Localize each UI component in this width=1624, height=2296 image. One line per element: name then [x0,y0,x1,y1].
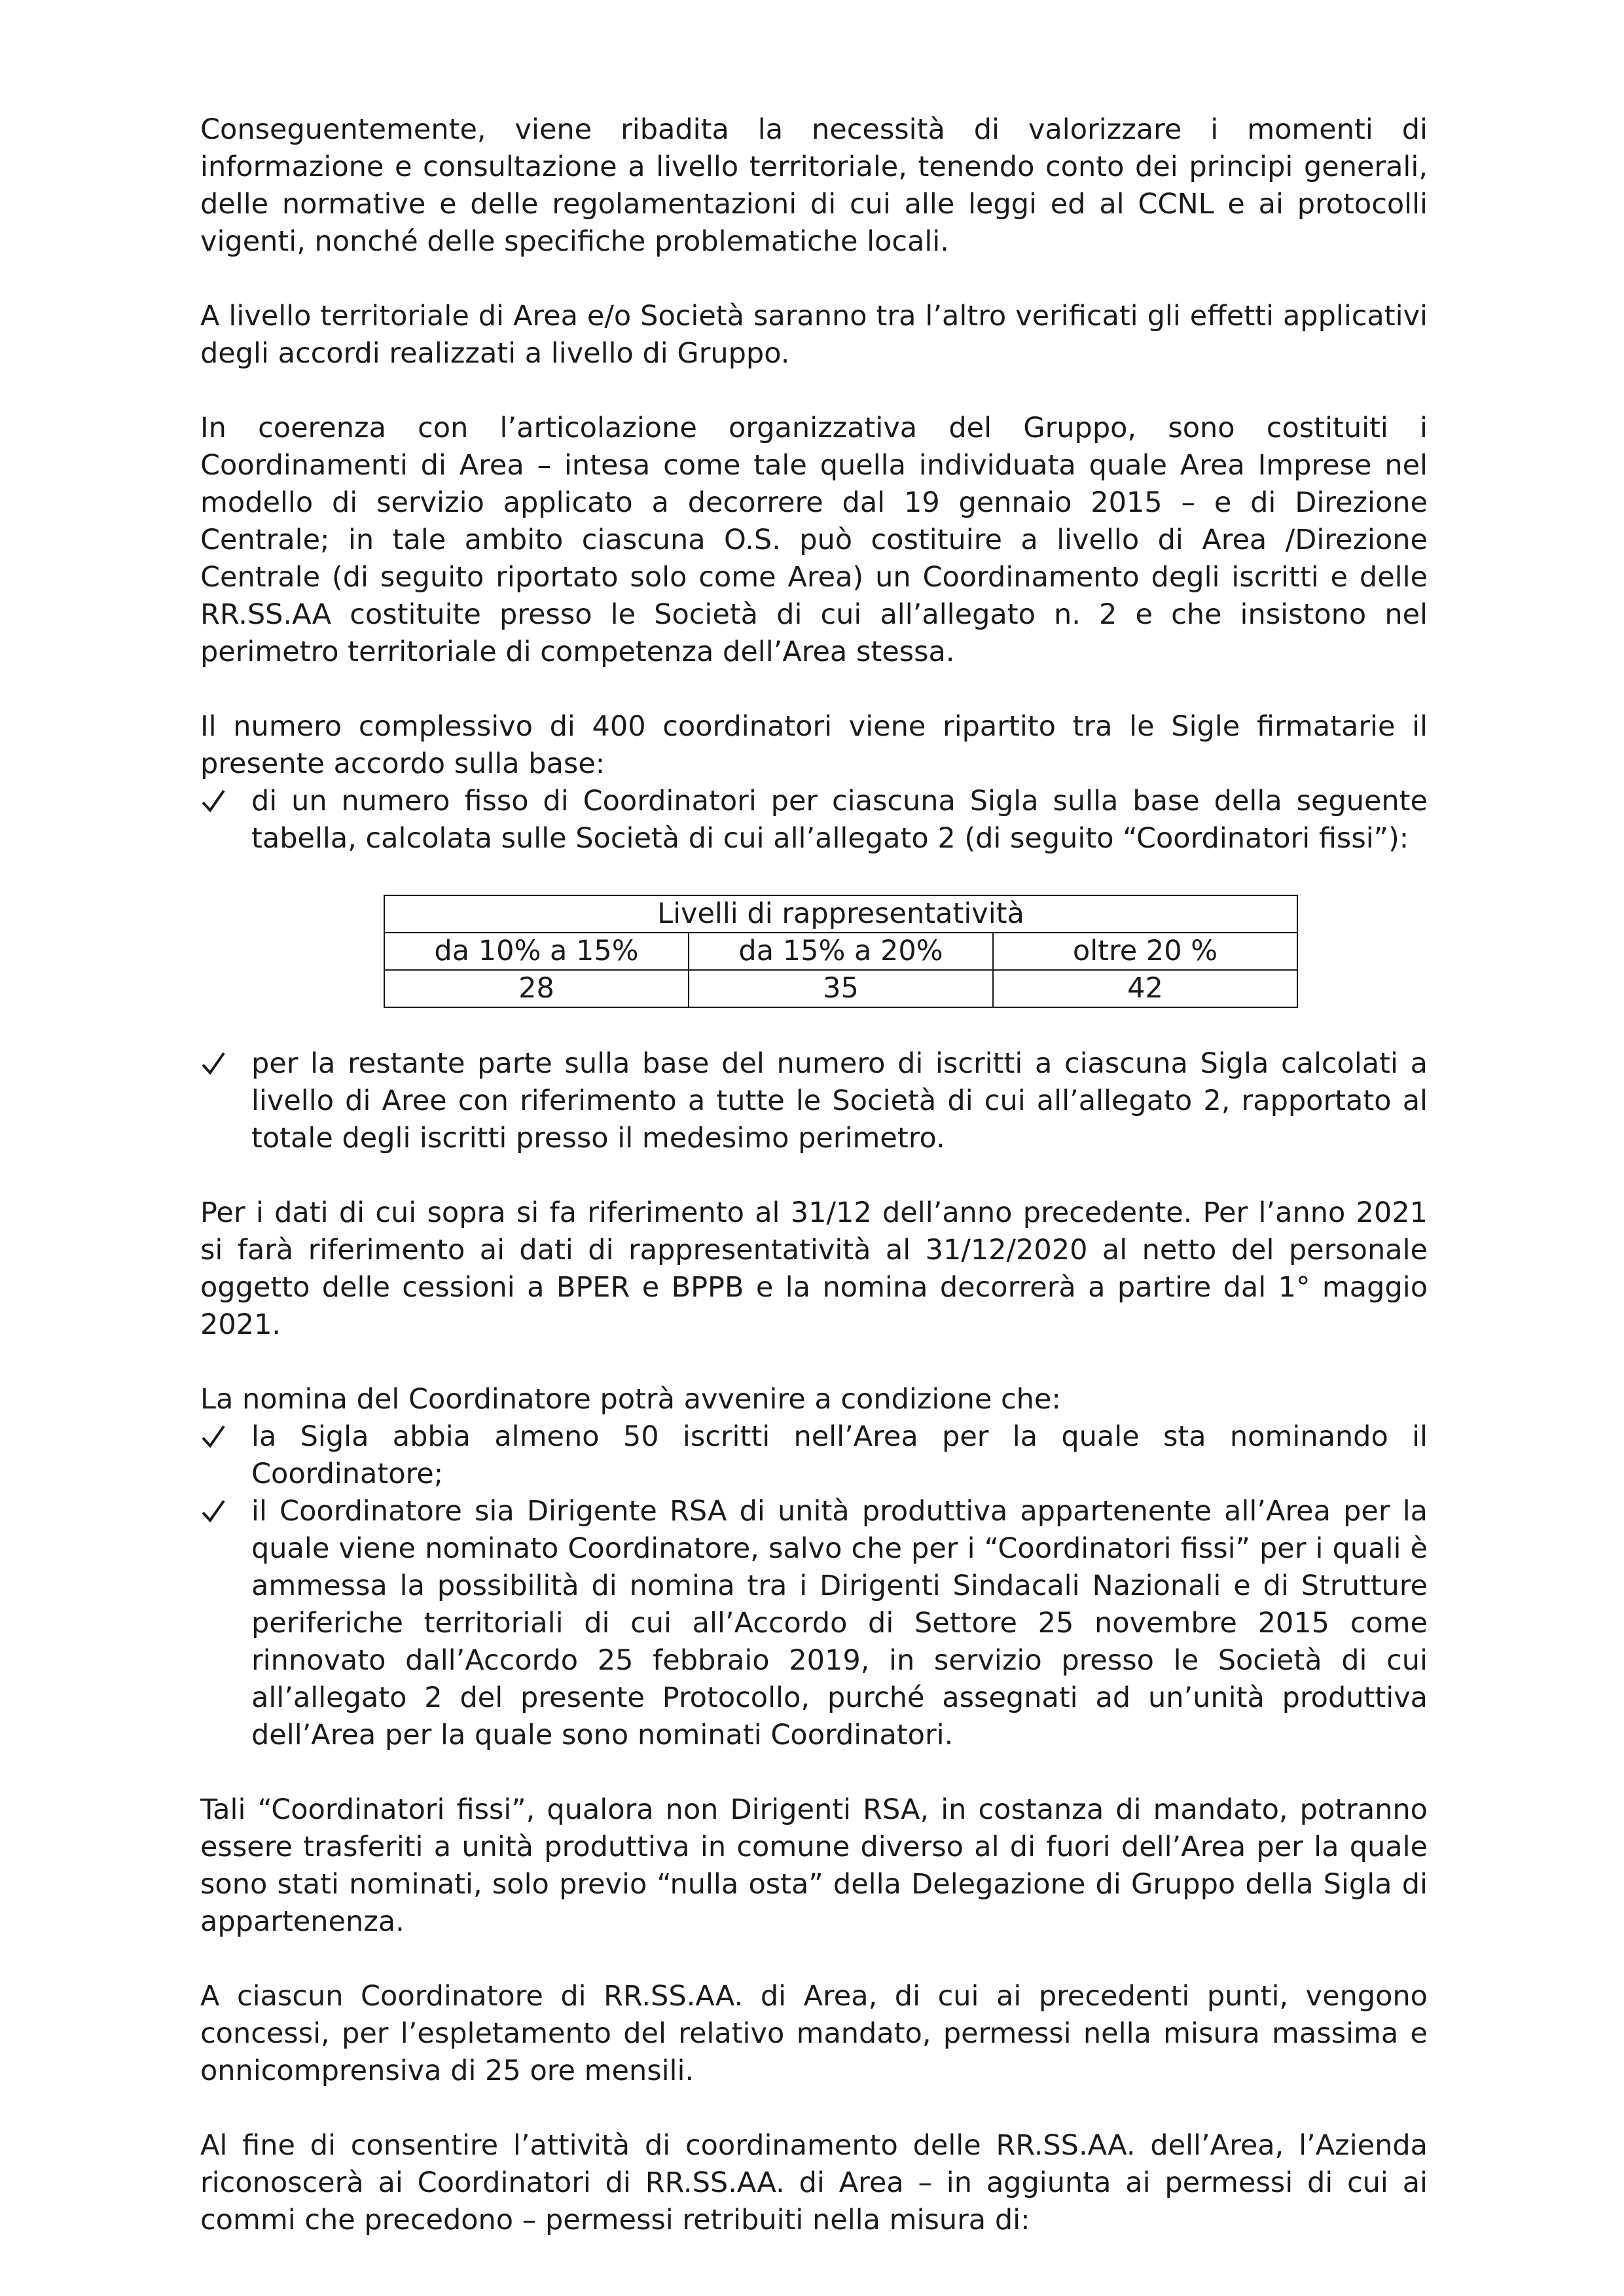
remaining-criteria-list [200,1045,1428,1157]
list-item-text: per la restante parte sulla base del numero di iscritti a ciascuna Sigla calcolati a livello di Aree con riferimento a tutte le Società di cui all’allegato 2, rapportato al totale degli iscritti presso il medesimo perimetro. [251,1047,1428,1155]
representativeness-table [384,895,1298,1008]
document-page [200,111,1428,2239]
table-cell: 42 [993,970,1297,1007]
table-header-cell: da 15% a 20% [689,933,993,970]
list-item [200,1045,1428,1157]
paragraph-coordinators-count: Il numero complessivo di 400 coordinatori viene ripartito tra le Sigle firmatarie il presente accordo sulla base: [200,710,1428,780]
paragraph-paid-permits: Al fine di consentire l’attività di coordinamento delle RR.SS.AA. dell’Area, l’Azienda riconoscerà ai Coordinatori di RR.SS.AA. di Area – in aggiunta ai permessi di cui ai commi che precedono – permessi retribuiti nella misura di: [200,2129,1428,2236]
paragraph-nomination-conditions: La nomina del Coordinatore potrà avvenire a condizione che: [200,1383,1061,1416]
paragraph-fixed-coordinators-transfer: Tali “Coordinatori fissi”, qualora non Dirigenti RSA, in costanza di mandato, potranno essere trasferiti a unità produttiva in comune diverso al di fuori dell’Area per la quale sono stati nominati, solo previo “nulla osta” della Delegazione di Gruppo della Sigla di appartenenza. [200,1793,1428,1938]
paragraph-territorial-verification: A livello territoriale di Area e/o Società saranno tra l’altro verificati gli effetti applicativi degli accordi realizzati a livello di Gruppo. [200,300,1428,370]
list-item-text: di un numero fisso di Coordinatori per ciascuna Sigla sulla base della seguente tabella, calcolata sulle Società di cui all’allegato 2 (di seguito “Coordinatori fissi”): [251,785,1428,855]
table-title: Livelli di rappresentatività [384,895,1297,933]
table-title-row [384,895,1297,933]
table-header-cell: oltre 20 % [993,933,1297,970]
list-item [200,1493,1428,1754]
checkmark-icon [200,783,229,820]
table-cell: 35 [689,970,993,1007]
nomination-conditions-list [200,1418,1428,1754]
checkmark-icon [200,1493,229,1530]
checkmark-icon [200,1418,229,1456]
representativeness-table-wrapper [384,895,1298,1008]
table-header-cell: da 10% a 15% [384,933,689,970]
paragraph-information-consultation: Conseguentemente, viene ribadita la necessità di valorizzare i momenti di informazione e consultazione a livello territoriale, tenendo conto dei principi generali, delle normative e delle regolamentazioni di cui alle leggi ed al CCNL e ai protocolli vigenti, nonché delle specifiche problematiche locali. [200,113,1428,258]
list-item [200,1418,1428,1493]
list-item [200,783,1428,857]
list-item-text: il Coordinatore sia Dirigente RSA di unità produttiva appartenente all’Area per la quale viene nominato Coordinatore, salvo che per i “Coordinatori fissi” per i quali è ammessa la possibilità di nomina tra i Dirigenti Sindacali Nazionali e di Strutture periferiche territoriali di cui all’Accordo di Settore 25 novembre 2015 come rinnovato dall’Accordo 25 febbraio 2019, in servizio presso le Società di cui all’allegato 2 del presente Protocollo, purché assegnati ad un’unità produttiva dell’Area per la quale sono nominati Coordinatori. [251,1495,1428,1751]
checkmark-icon [200,1045,229,1083]
table-header-row [384,933,1297,970]
paragraph-monthly-permits: A ciascun Coordinatore di RR.SS.AA. di Area, di cui ai precedenti punti, vengono concessi, per l’espletamento del relativo mandato, permessi nella misura massima e onnicomprensiva di 25 ore mensili. [200,1980,1428,2087]
paragraph-area-coordination: In coerenza con l’articolazione organizzativa del Gruppo, sono costituiti i Coordinamenti di Area – intesa come tale quella individuata quale Area Imprese nel modello di servizio applicato a decorrere dal 19 gennaio 2015 – e di Direzione Centrale; in tale ambito ciascuna O.S. può costituire a livello di Area /Direzione Centrale (di seguito riportato solo come Area) un Coordinamento degli iscritti e delle RR.SS.AA costituite presso le Società di cui all’allegato n. 2 e che insistono nel perimetro territoriale di competenza dell’Area stessa. [200,412,1428,668]
paragraph-reference-date: Per i dati di cui sopra si fa riferimento al 31/12 dell’anno precedente. Per l’anno 2021 si farà riferimento ai dati di rappresentatività al 31/12/2020 al netto del personale oggetto delle cessioni a BPER e BPPB e la nomina decorrerà a partire dal 1° maggio 2021. [200,1196,1428,1341]
list-item-text: la Sigla abbia almeno 50 iscritti nell’Area per la quale sta nominando il Coordinatore; [251,1420,1428,1490]
coordinators-criteria-list [200,783,1428,857]
table-row [384,970,1297,1007]
table-cell: 28 [384,970,689,1007]
